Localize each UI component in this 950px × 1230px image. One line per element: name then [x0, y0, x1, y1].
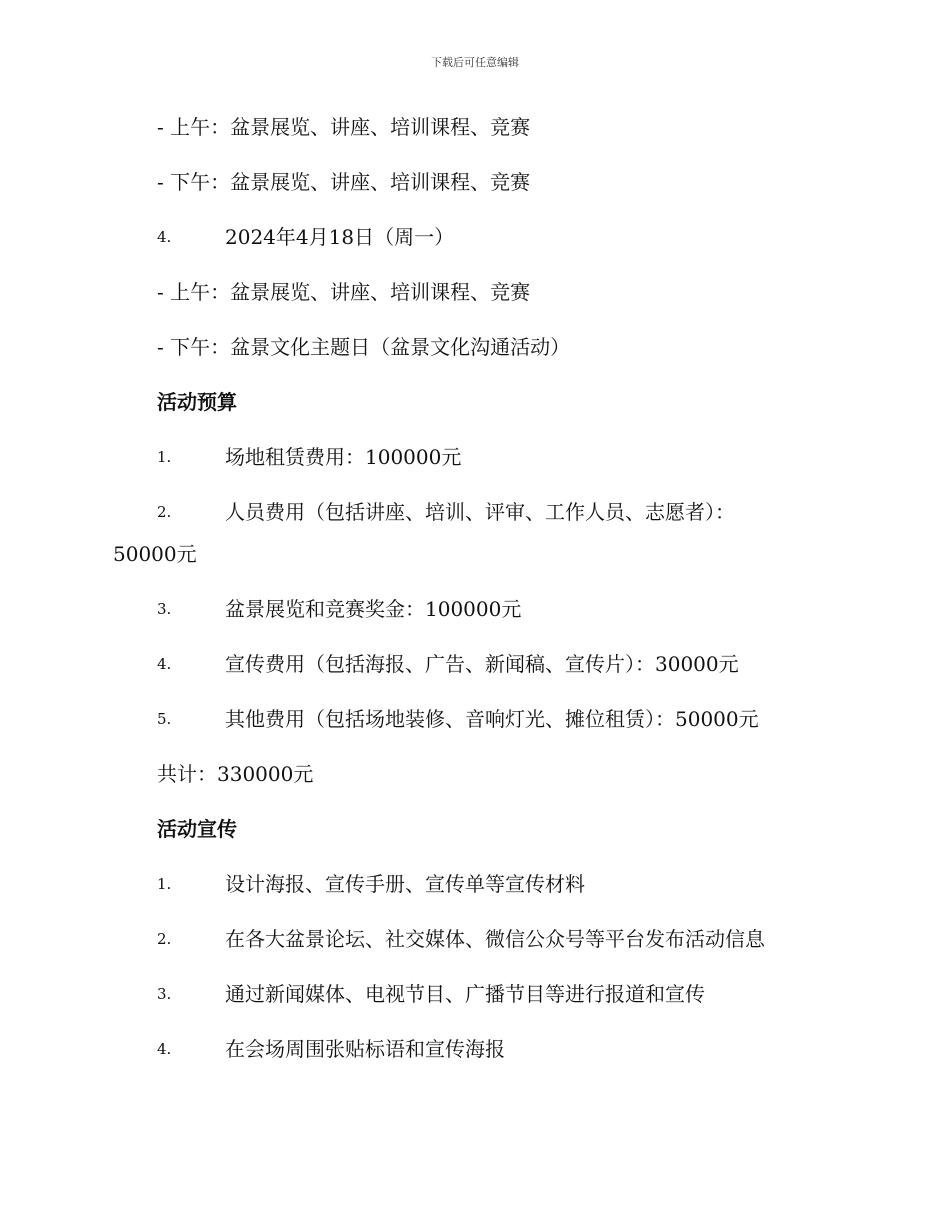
promotion-item-4-number: 4. [157, 1040, 172, 1058]
budget-total: 共计：330000元 [157, 762, 314, 786]
budget-item-3-text: 盆景展览和竞赛奖金：100000元 [225, 597, 522, 621]
schedule-afternoon-line: - 下午：盆景展览、讲座、培训课程、竞赛 [157, 170, 531, 194]
promotion-item-4-text: 在会场周围张贴标语和宣传海报 [225, 1037, 505, 1061]
day4-date: 2024年4月18日（周一） [225, 225, 455, 249]
budget-item-1-number: 1. [157, 448, 172, 466]
budget-item-2-number: 2. [157, 503, 172, 521]
promotion-item-2-text: 在各大盆景论坛、社交媒体、微信公众号等平台发布活动信息 [225, 927, 765, 951]
budget-item-2-continuation: 50000元 [113, 542, 197, 566]
budget-item-4-number: 4. [157, 655, 172, 673]
day4-number: 4. [157, 228, 172, 246]
budget-item-3-number: 3. [157, 600, 172, 618]
budget-heading: 活动预算 [157, 390, 237, 414]
budget-item-4-text: 宣传费用（包括海报、广告、新闻稿、宣传片）：30000元 [225, 652, 739, 676]
budget-item-2-text: 人员费用（包括讲座、培训、评审、工作人员、志愿者）： [225, 500, 735, 524]
promotion-item-3-number: 3. [157, 985, 172, 1003]
promotion-heading: 活动宣传 [157, 817, 237, 841]
promotion-item-2-number: 2. [157, 930, 172, 948]
day4-afternoon-line: - 下午：盆景文化主题日（盆景文化沟通活动） [157, 335, 571, 359]
promotion-item-1-text: 设计海报、宣传手册、宣传单等宣传材料 [225, 872, 585, 896]
budget-item-1-text: 场地租赁费用：100000元 [225, 445, 462, 469]
page-header: 下载后可任意编辑 [431, 56, 519, 69]
promotion-item-1-number: 1. [157, 875, 172, 893]
promotion-item-3-text: 通过新闻媒体、电视节目、广播节目等进行报道和宣传 [225, 982, 705, 1006]
schedule-morning-line: - 上午：盆景展览、讲座、培训课程、竞赛 [157, 115, 531, 139]
budget-item-5-text: 其他费用（包括场地装修、音响灯光、摊位租赁）：50000元 [225, 707, 759, 731]
budget-item-5-number: 5. [157, 710, 172, 728]
day4-morning-line: - 上午：盆景展览、讲座、培训课程、竞赛 [157, 280, 531, 304]
